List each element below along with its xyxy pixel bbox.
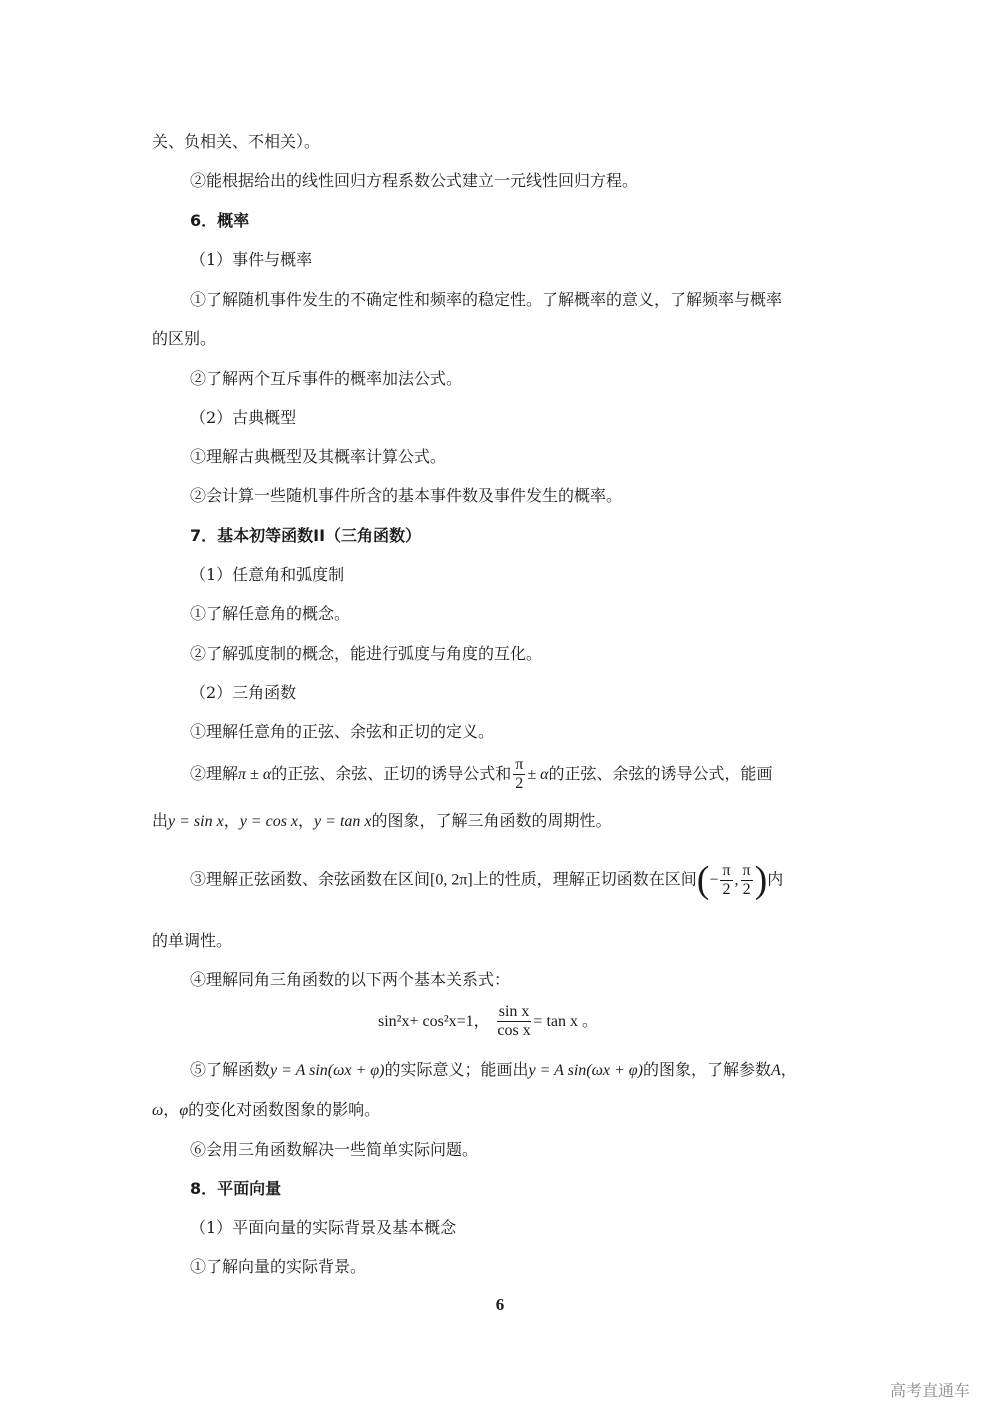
text-line-with-formula <box>190 756 773 793</box>
math-expression: y = sin x <box>168 813 224 830</box>
text-fragment: ， <box>780 1060 797 1079</box>
math-expression: y = cos x <box>239 813 299 830</box>
fraction-numerator: π <box>742 861 751 879</box>
text-line: 的单调性。 <box>152 931 233 950</box>
text-fragment: 的实际意义；能画出 <box>384 1060 529 1079</box>
subsection-heading: （2）三角函数 <box>190 683 297 702</box>
text-line: ②会计算一些随机事件所含的基本事件数及事件发生的概率。 <box>190 486 623 505</box>
subsection-heading: （2）古典概型 <box>190 408 297 427</box>
text-fragment: 上的性质，理解正切函数在区间 <box>472 869 697 889</box>
text-fragment: ⑤了解函数 <box>190 1060 271 1079</box>
text-line-with-formula <box>152 810 612 833</box>
fraction-denominator: 2 <box>742 880 751 898</box>
minus-sign: − <box>709 871 719 889</box>
text-line-with-formula <box>190 1059 797 1082</box>
text-line: ⑥会用三角函数解决一些简单实际问题。 <box>190 1140 479 1159</box>
text-line: ①理解任意角的正弦、余弦和正切的定义。 <box>190 722 495 741</box>
subsection-heading: （1）任意角和弧度制 <box>190 565 345 584</box>
math-expression: y = A sin(ωx + φ) <box>528 1062 643 1079</box>
math-expression: [0, 2π] <box>430 871 473 889</box>
fraction <box>513 756 525 793</box>
comma: , <box>734 871 739 889</box>
fraction-numerator: π <box>515 756 524 773</box>
text-fragment: ③理解正弦函数、余弦函数在区间 <box>190 869 431 889</box>
text-line: ④理解同角三角函数的以下两个基本关系式： <box>190 970 511 989</box>
text-fragment: ， <box>223 811 240 830</box>
text-line: ①了解向量的实际背景。 <box>190 1257 367 1276</box>
text-fragment: 的图象，了解三角函数的周期性。 <box>371 811 612 830</box>
page-number: 6 <box>495 1295 505 1314</box>
text-fragment: ， <box>163 1100 180 1119</box>
section-heading: 8．平面向量 <box>190 1179 282 1198</box>
text-fragment: 内 <box>767 869 784 889</box>
text-line: ②了解弧度制的概念，能进行弧度与角度的互化。 <box>190 644 543 663</box>
math-expression: π ± α <box>238 766 272 783</box>
subsection-heading: （1）平面向量的实际背景及基本概念 <box>190 1218 457 1237</box>
subsection-heading: （1）事件与概率 <box>190 250 313 269</box>
text-line: ②了解两个互斥事件的概率加法公式。 <box>190 369 463 388</box>
text-fragment: 出 <box>152 811 169 830</box>
text-fragment: 的正弦、余弦、正切的诱导公式和 <box>271 764 512 783</box>
math-expression: y = tan x <box>314 813 372 830</box>
fraction-denominator: 2 <box>722 880 731 898</box>
text-fragment: 的正弦、余弦的诱导公式，能画 <box>548 764 773 783</box>
section-heading: 6．概率 <box>190 211 250 230</box>
math-expression: = tan x 。 <box>533 1013 598 1030</box>
math-expression: ± α <box>527 766 549 783</box>
right-paren: ) <box>754 859 768 901</box>
section-heading: 7．基本初等函数II（三角函数） <box>190 526 422 545</box>
text-line: 的区别。 <box>152 329 217 348</box>
text-line: ①了解任意角的概念。 <box>190 604 351 623</box>
text-fragment: 的变化对函数图象的影响。 <box>188 1100 381 1119</box>
text-line-with-formula <box>190 860 783 900</box>
fraction-denominator: 2 <box>515 775 524 792</box>
fraction <box>497 1003 532 1040</box>
text-line-with-formula <box>152 1099 380 1122</box>
left-paren: ( <box>696 859 710 901</box>
math-expression: φ <box>179 1102 189 1119</box>
math-expression: sin²x+ cos²x=1， <box>378 1013 490 1030</box>
text-line: ①了解随机事件发生的不确定性和频率的稳定性。了解概率的意义，了解频率与概率 <box>190 290 783 309</box>
watermark: 高考直通车 <box>889 1381 970 1400</box>
text-line: ②能根据给出的线性回归方程系数公式建立一元线性回归方程。 <box>190 171 639 190</box>
text-line: 关、负相关、不相关）。 <box>152 132 321 151</box>
text-line: ①理解古典概型及其概率计算公式。 <box>190 447 447 466</box>
math-expression: ω <box>152 1102 164 1119</box>
text-fragment: ②理解 <box>190 764 239 783</box>
fraction-numerator: sin x <box>498 1003 530 1020</box>
fraction-denominator: cos x <box>497 1022 531 1039</box>
math-expression: y = A sin(ωx + φ) <box>270 1062 385 1079</box>
text-fragment: 的图象，了解参数 <box>642 1060 771 1079</box>
math-expression: A <box>770 1062 781 1079</box>
formula-display <box>378 1003 598 1040</box>
fraction <box>720 862 732 899</box>
text-fragment: ， <box>298 811 315 830</box>
fraction <box>741 862 753 899</box>
fraction-numerator: π <box>722 861 731 879</box>
